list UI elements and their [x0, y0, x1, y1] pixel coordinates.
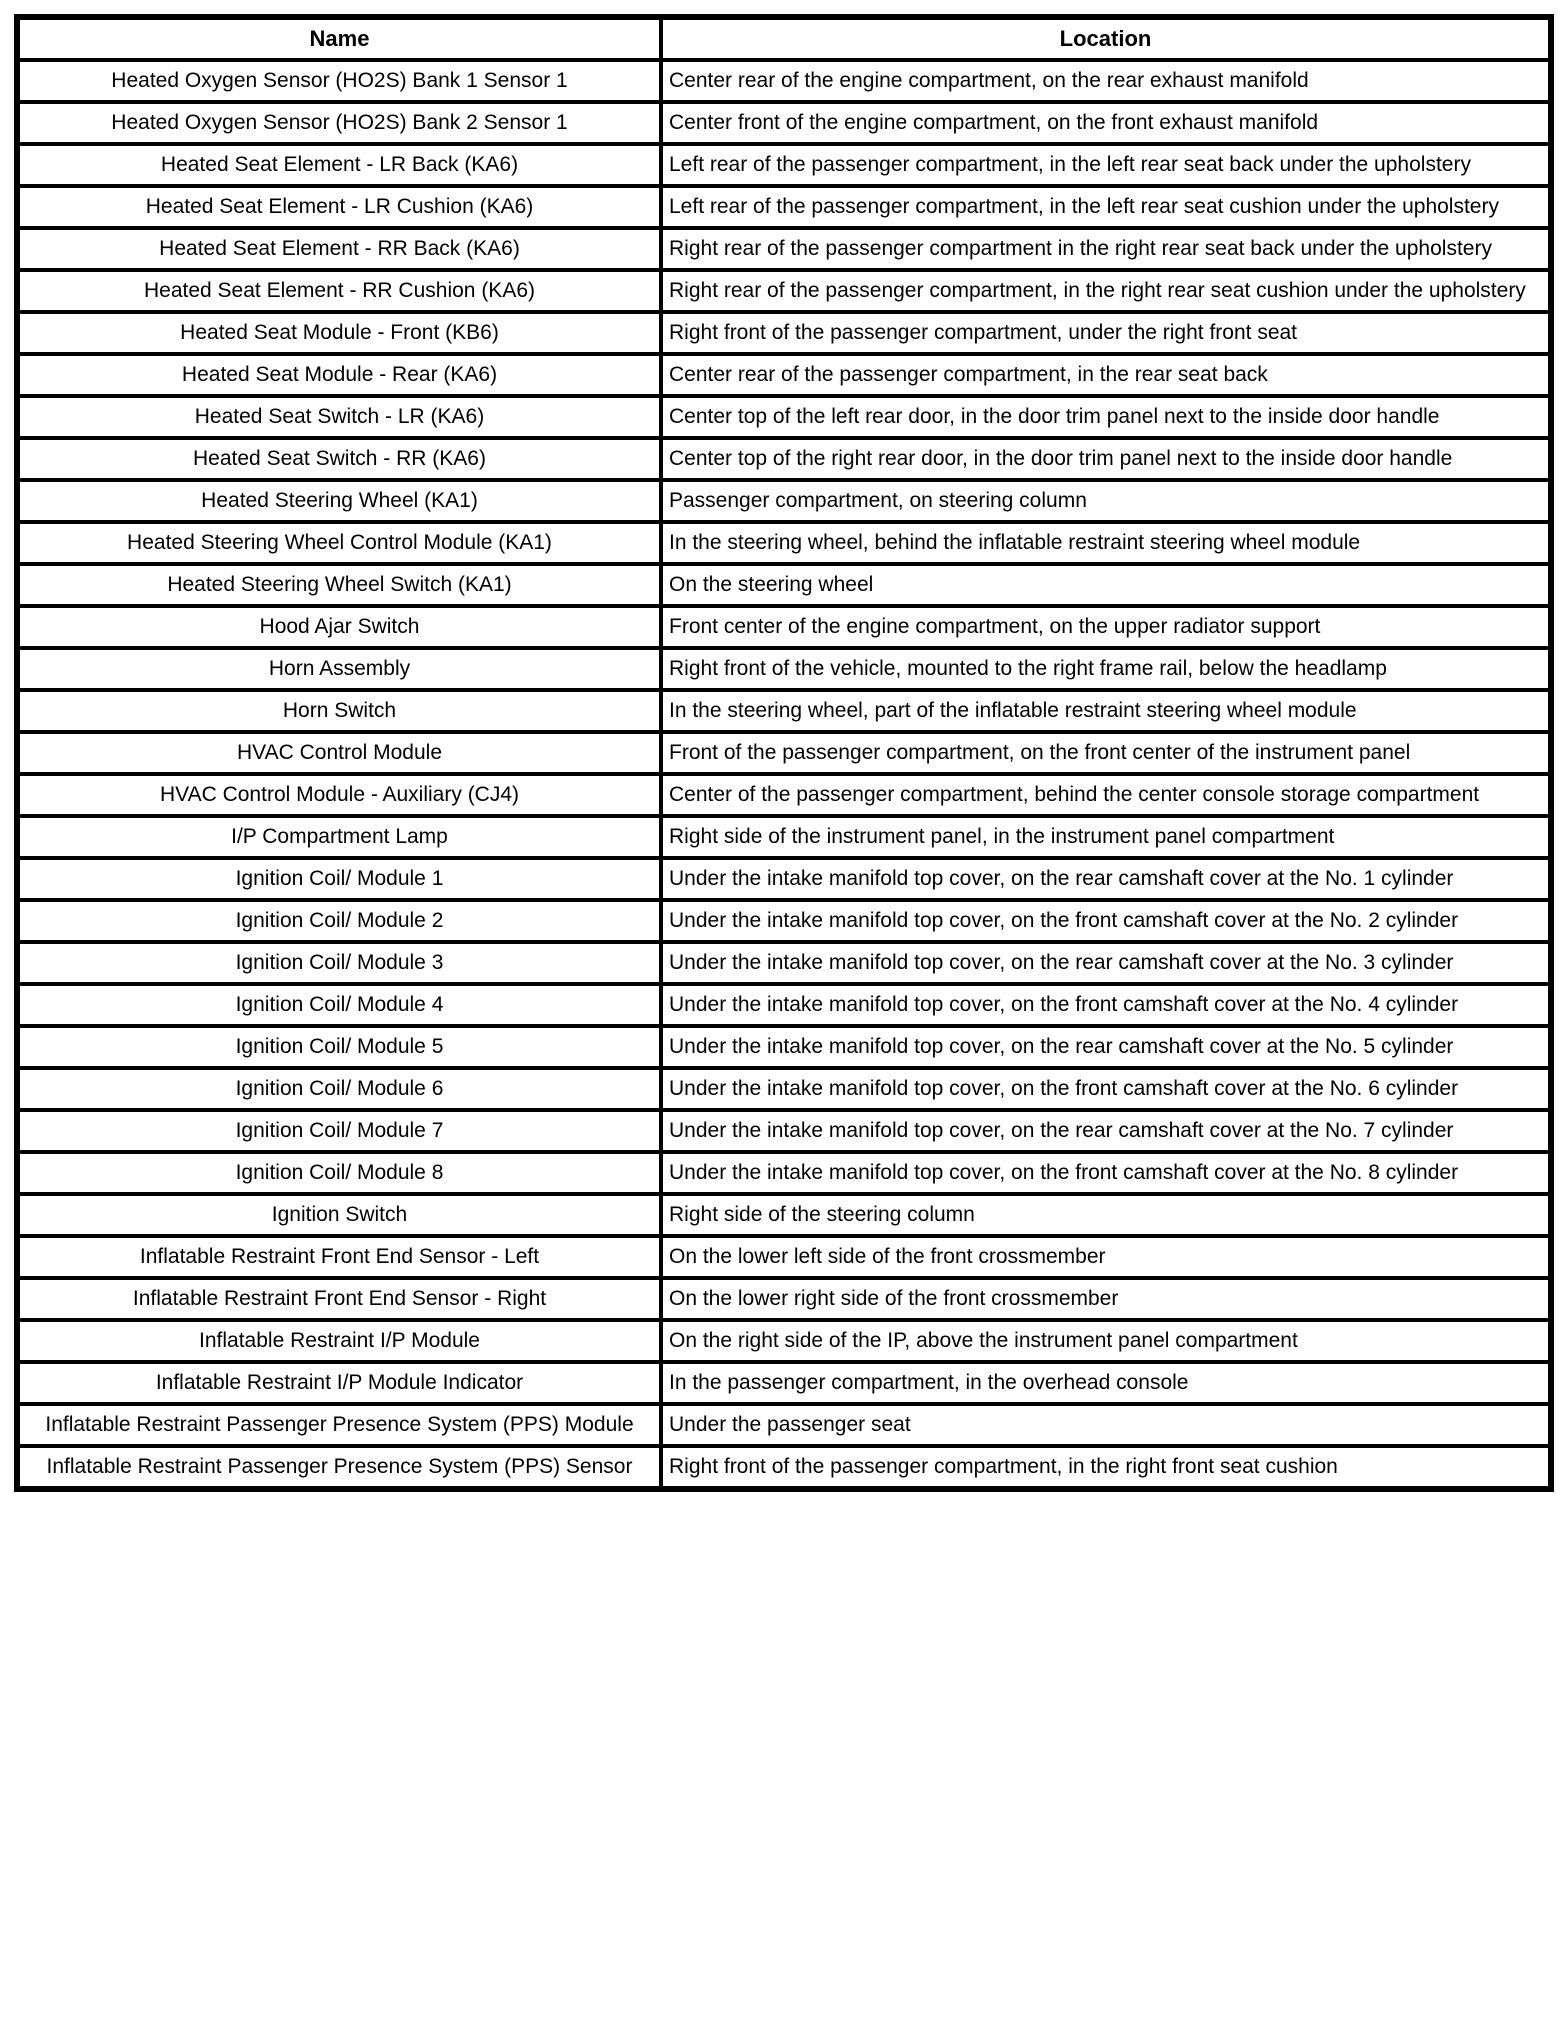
component-name-cell: Heated Oxygen Sensor (HO2S) Bank 1 Sensor 1: [17, 60, 661, 102]
component-name-cell: HVAC Control Module - Auxiliary (CJ4): [17, 774, 661, 816]
component-location-cell: In the passenger compartment, in the overhead console: [661, 1362, 1551, 1404]
component-location-cell: Under the intake manifold top cover, on the rear camshaft cover at the No. 5 cylinder: [661, 1026, 1551, 1068]
component-location-cell: Under the intake manifold top cover, on the front camshaft cover at the No. 6 cylinder: [661, 1068, 1551, 1110]
component-name-cell: Inflatable Restraint I/P Module Indicator: [17, 1362, 661, 1404]
component-name-cell: Heated Seat Module - Rear (KA6): [17, 354, 661, 396]
component-name-cell: Heated Seat Element - RR Cushion (KA6): [17, 270, 661, 312]
table-row: [17, 480, 1551, 522]
component-name-cell: Heated Seat Element - LR Cushion (KA6): [17, 186, 661, 228]
component-name-cell: Heated Seat Module - Front (KB6): [17, 312, 661, 354]
location-column-header: Location: [661, 17, 1551, 60]
table-row: [17, 354, 1551, 396]
table-row: [17, 438, 1551, 480]
table-row: [17, 648, 1551, 690]
table-body: [17, 60, 1551, 1489]
component-location-cell: Under the intake manifold top cover, on the rear camshaft cover at the No. 1 cylinder: [661, 858, 1551, 900]
component-name-cell: Ignition Coil/ Module 7: [17, 1110, 661, 1152]
component-location-cell: Right rear of the passenger compartment, in the right rear seat cushion under the upholstery: [661, 270, 1551, 312]
table-row: [17, 1110, 1551, 1152]
table-row: [17, 228, 1551, 270]
component-location-cell: Left rear of the passenger compartment, in the left rear seat back under the upholstery: [661, 144, 1551, 186]
table-row: [17, 858, 1551, 900]
component-location-cell: Under the passenger seat: [661, 1404, 1551, 1446]
component-location-cell: Right front of the passenger compartment, under the right front seat: [661, 312, 1551, 354]
component-location-cell: In the steering wheel, behind the inflatable restraint steering wheel module: [661, 522, 1551, 564]
table-row: [17, 564, 1551, 606]
table-row: [17, 816, 1551, 858]
component-name-cell: Inflatable Restraint Passenger Presence System (PPS) Sensor: [17, 1446, 661, 1489]
table-row: [17, 606, 1551, 648]
component-location-cell: On the lower right side of the front crossmember: [661, 1278, 1551, 1320]
table-row: [17, 186, 1551, 228]
component-location-cell: Front of the passenger compartment, on the front center of the instrument panel: [661, 732, 1551, 774]
table-row: [17, 1026, 1551, 1068]
table-row: [17, 690, 1551, 732]
component-name-cell: Inflatable Restraint Front End Sensor - Right: [17, 1278, 661, 1320]
component-name-cell: Inflatable Restraint Passenger Presence System (PPS) Module: [17, 1404, 661, 1446]
component-name-cell: Ignition Coil/ Module 6: [17, 1068, 661, 1110]
table-row: [17, 144, 1551, 186]
component-name-cell: Ignition Coil/ Module 3: [17, 942, 661, 984]
component-name-cell: Heated Seat Switch - LR (KA6): [17, 396, 661, 438]
component-name-cell: Ignition Switch: [17, 1194, 661, 1236]
component-name-cell: Inflatable Restraint Front End Sensor - Left: [17, 1236, 661, 1278]
component-location-cell: Under the intake manifold top cover, on the rear camshaft cover at the No. 7 cylinder: [661, 1110, 1551, 1152]
table-row: [17, 1236, 1551, 1278]
component-name-cell: Horn Assembly: [17, 648, 661, 690]
component-name-cell: Ignition Coil/ Module 2: [17, 900, 661, 942]
component-location-cell: Under the intake manifold top cover, on the front camshaft cover at the No. 8 cylinder: [661, 1152, 1551, 1194]
component-location-table: [14, 14, 1554, 1492]
component-location-cell: Left rear of the passenger compartment, in the left rear seat cushion under the upholstery: [661, 186, 1551, 228]
component-location-cell: Under the intake manifold top cover, on the front camshaft cover at the No. 2 cylinder: [661, 900, 1551, 942]
component-location-cell: Center front of the engine compartment, on the front exhaust manifold: [661, 102, 1551, 144]
table-row: [17, 1194, 1551, 1236]
table-row: [17, 1278, 1551, 1320]
table-row: [17, 60, 1551, 102]
table-header: [17, 17, 1551, 60]
table-row: [17, 1404, 1551, 1446]
table-row: [17, 270, 1551, 312]
component-name-cell: HVAC Control Module: [17, 732, 661, 774]
component-location-cell: Under the intake manifold top cover, on the front camshaft cover at the No. 4 cylinder: [661, 984, 1551, 1026]
component-name-cell: Heated Seat Switch - RR (KA6): [17, 438, 661, 480]
component-location-cell: Center rear of the engine compartment, on the rear exhaust manifold: [661, 60, 1551, 102]
component-name-cell: Horn Switch: [17, 690, 661, 732]
component-location-cell: Center rear of the passenger compartment, in the rear seat back: [661, 354, 1551, 396]
component-name-cell: Heated Steering Wheel Control Module (KA1): [17, 522, 661, 564]
component-name-cell: Ignition Coil/ Module 4: [17, 984, 661, 1026]
component-location-cell: Right rear of the passenger compartment in the right rear seat back under the upholstery: [661, 228, 1551, 270]
table-row: [17, 312, 1551, 354]
component-name-cell: Heated Seat Element - LR Back (KA6): [17, 144, 661, 186]
component-location-cell: Right front of the passenger compartment, in the right front seat cushion: [661, 1446, 1551, 1489]
component-location-cell: Center top of the left rear door, in the door trim panel next to the inside door handle: [661, 396, 1551, 438]
table-row: [17, 1068, 1551, 1110]
table-row: [17, 1446, 1551, 1489]
table-row: [17, 984, 1551, 1026]
component-location-cell: On the right side of the IP, above the instrument panel compartment: [661, 1320, 1551, 1362]
component-location-cell: Right side of the steering column: [661, 1194, 1551, 1236]
component-name-cell: Heated Seat Element - RR Back (KA6): [17, 228, 661, 270]
table-row: [17, 774, 1551, 816]
component-location-cell: In the steering wheel, part of the inflatable restraint steering wheel module: [661, 690, 1551, 732]
component-name-cell: Ignition Coil/ Module 5: [17, 1026, 661, 1068]
table-row: [17, 1362, 1551, 1404]
table-row: [17, 1152, 1551, 1194]
table-row: [17, 1320, 1551, 1362]
table-row: [17, 732, 1551, 774]
table-row: [17, 396, 1551, 438]
component-name-cell: Heated Steering Wheel Switch (KA1): [17, 564, 661, 606]
component-name-cell: Heated Oxygen Sensor (HO2S) Bank 2 Sensor 1: [17, 102, 661, 144]
table-row: [17, 942, 1551, 984]
component-name-cell: Ignition Coil/ Module 1: [17, 858, 661, 900]
component-location-cell: Right side of the instrument panel, in the instrument panel compartment: [661, 816, 1551, 858]
name-column-header: Name: [17, 17, 661, 60]
table-row: [17, 522, 1551, 564]
component-name-cell: Inflatable Restraint I/P Module: [17, 1320, 661, 1362]
component-name-cell: Ignition Coil/ Module 8: [17, 1152, 661, 1194]
component-location-cell: Passenger compartment, on steering column: [661, 480, 1551, 522]
component-location-cell: Center of the passenger compartment, behind the center console storage compartment: [661, 774, 1551, 816]
table-row: [17, 102, 1551, 144]
component-location-cell: Center top of the right rear door, in the door trim panel next to the inside door handle: [661, 438, 1551, 480]
header-row: [17, 17, 1551, 60]
component-location-cell: Right front of the vehicle, mounted to the right frame rail, below the headlamp: [661, 648, 1551, 690]
component-name-cell: Hood Ajar Switch: [17, 606, 661, 648]
component-location-cell: On the steering wheel: [661, 564, 1551, 606]
component-name-cell: Heated Steering Wheel (KA1): [17, 480, 661, 522]
component-location-cell: On the lower left side of the front crossmember: [661, 1236, 1551, 1278]
table-row: [17, 900, 1551, 942]
component-location-cell: Under the intake manifold top cover, on the rear camshaft cover at the No. 3 cylinder: [661, 942, 1551, 984]
component-location-cell: Front center of the engine compartment, on the upper radiator support: [661, 606, 1551, 648]
component-name-cell: I/P Compartment Lamp: [17, 816, 661, 858]
